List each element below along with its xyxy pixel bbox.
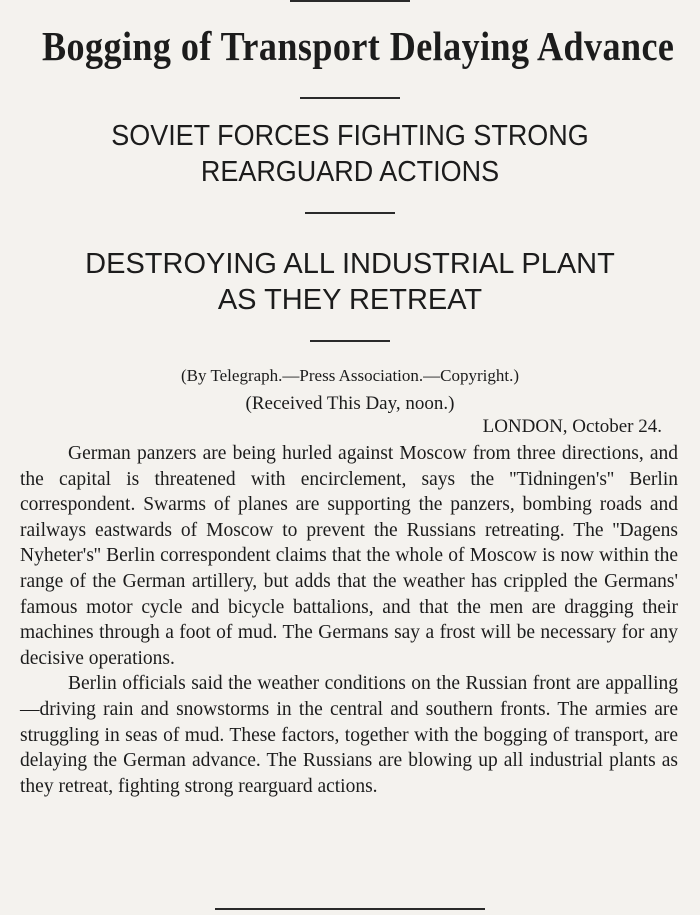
- subheadline-line: AS THEY RETREAT: [217, 284, 483, 316]
- divider-rule: [310, 340, 390, 342]
- subheadline-destroying-plant: [0, 246, 700, 318]
- bottom-rule: [215, 908, 485, 910]
- top-rule: [290, 0, 410, 2]
- article-paragraph: German panzers are being hurled against Moscow from three directions, and the capital is threatened with encirclement, says the ''Tidningen's'' Berlin correspondent. Swarms of planes are supporting the panzers, bombing roads and railways eastwards of Moscow to prevent the Russians retreating. The ''Dagens Nyheter's'' Berlin correspondent claims that the whole of Moscow is now within the range of the German artillery, but adds that the weather has crippled the Germans' famous motor cycle and bicycle battalions, and that the men are dragging their machines through a foot of mud. The Germans say a frost will be necessary for any decisive operations.: [20, 443, 678, 669]
- divider-rule: [305, 212, 395, 214]
- subheadline-line: DESTROYING ALL INDUSTRIAL PLANT: [85, 248, 615, 280]
- divider-rule: [300, 97, 400, 99]
- article-body: [20, 441, 678, 799]
- byline: (By Telegraph.—Press Association.—Copyright.): [181, 366, 519, 385]
- received-note: (Received This Day, noon.): [245, 393, 455, 414]
- article-paragraph: Berlin officials said the weather conditions on the Russian front are appalling—driving rain and snowstorms in the central and southern fronts. The armies are struggling in seas of mud. These factors, together with the bogging of transport, are delaying the German advance. The Russians are blowing up all industrial plants as they retreat, fighting strong rearguard actions.: [20, 673, 678, 797]
- subheadline-soviet-forces: SOVIET FORCES FIGHTING STRONG REARGUARD ACTIONS: [111, 120, 589, 188]
- headline: Bogging of Transport Delaying Advance: [42, 23, 675, 69]
- dateline: LONDON, October 24.: [482, 416, 662, 437]
